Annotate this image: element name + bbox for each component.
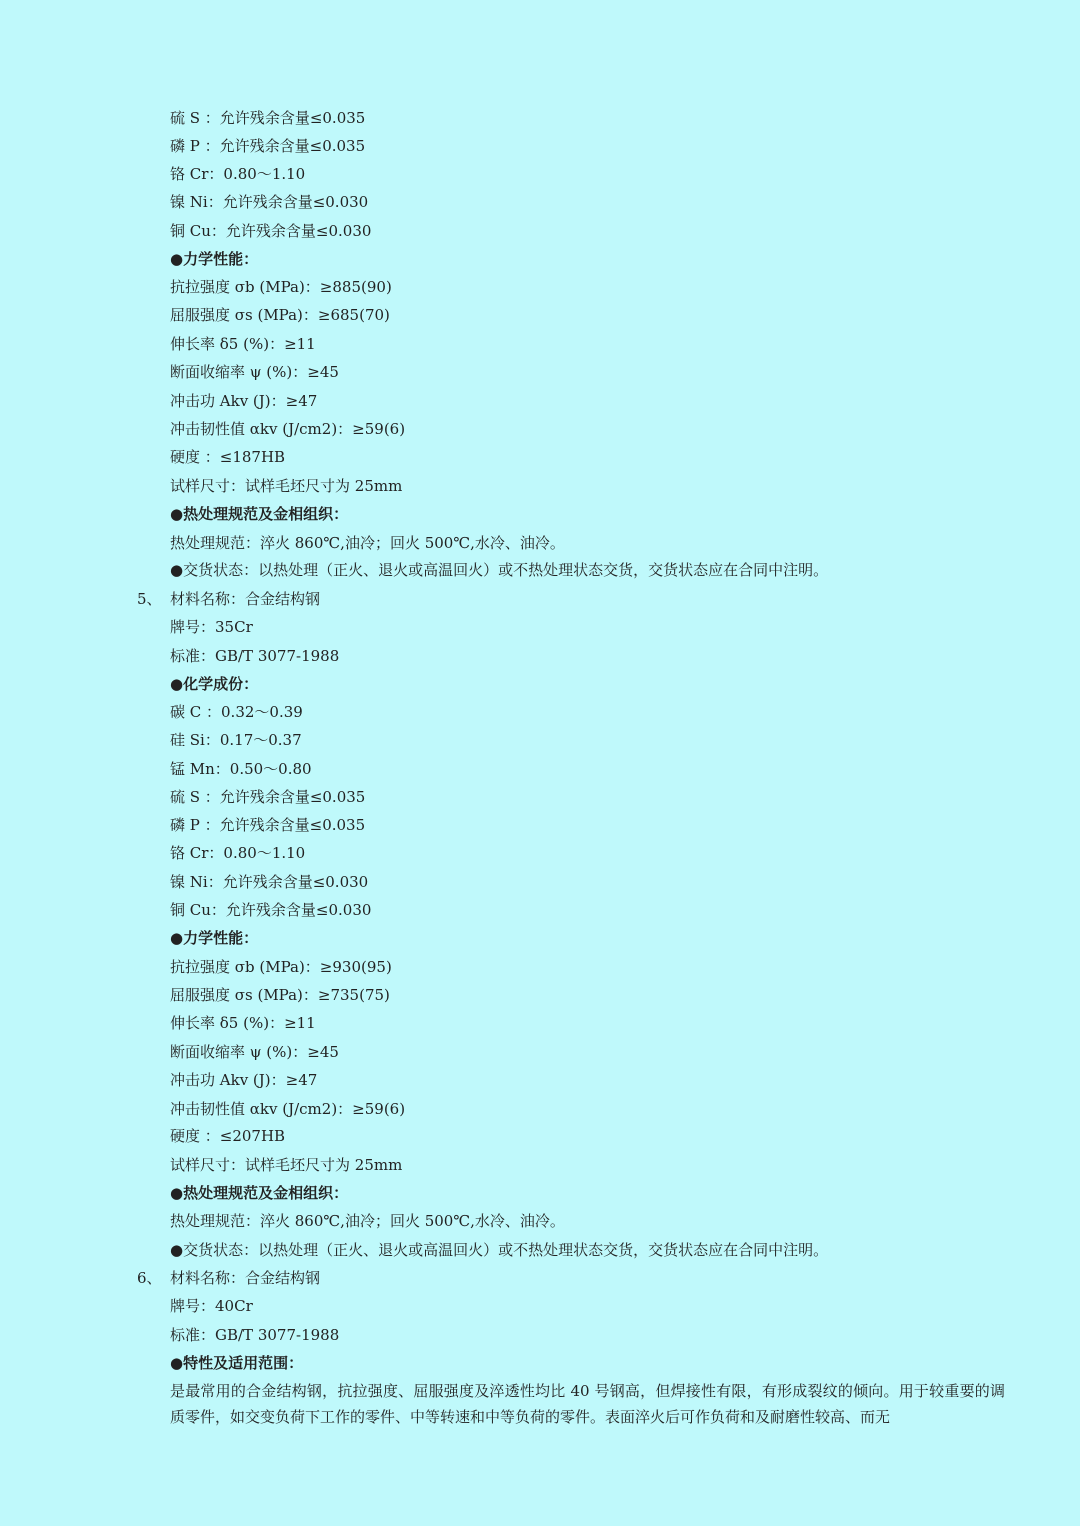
text-line: 硬度 ：≤187HB xyxy=(170,448,286,466)
text-line: 硫 S ：允许残余含量≤0.035 xyxy=(170,788,366,806)
text-line: 硫 S ：允许残余含量≤0.035 xyxy=(170,109,366,127)
text-line: 牌号：40Cr xyxy=(170,1297,253,1315)
text-line: ●交货状态：以热处理（正火、退火或高温回火）或不热处理状态交货，交货状态应在合同中注明。 xyxy=(170,561,829,579)
text-line: 镍 Ni：允许残余含量≤0.030 xyxy=(170,193,369,211)
text-line: 冲击韧性值 αkv (J/cm2)：≥59(6) xyxy=(170,420,406,438)
text-line: 锰 Mn：0.50～0.80 xyxy=(170,760,312,778)
text-line: 屈服强度 σs (MPa)：≥685(70) xyxy=(170,306,390,324)
item-number: 6、 xyxy=(137,1269,162,1287)
text-line: 铜 Cu：允许残余含量≤0.030 xyxy=(170,901,372,919)
text-line: 试样尺寸：试样毛坯尺寸为 25mm xyxy=(170,477,403,495)
section-heading: ●力学性能： xyxy=(170,929,259,947)
text-line: 屈服强度 σs (MPa)：≥735(75) xyxy=(170,986,390,1004)
section-heading: ●热处理规范及金相组织： xyxy=(170,1184,349,1202)
text-line: 试样尺寸：试样毛坯尺寸为 25mm xyxy=(170,1156,403,1174)
text-line: 硅 Si：0.17～0.37 xyxy=(170,731,302,749)
text-line: 断面收缩率 ψ (%)：≥45 xyxy=(170,363,339,381)
text-line: 碳 C ：0.32～0.39 xyxy=(170,703,303,721)
section-heading: ●热处理规范及金相组织： xyxy=(170,505,349,523)
text-line: 铬 Cr：0.80～1.10 xyxy=(170,165,306,183)
text-line: 材料名称：合金结构钢 xyxy=(170,590,321,608)
text-line: 标准：GB/T 3077-1988 xyxy=(170,1326,340,1344)
section-heading: ●力学性能： xyxy=(170,250,259,268)
text-line: 硬度 ：≤207HB xyxy=(170,1127,286,1145)
text-line: 热处理规范：淬火 860℃,油冷；回火 500℃,水冷、油冷。 xyxy=(170,534,565,552)
text-line: 标准：GB/T 3077-1988 xyxy=(170,647,340,665)
text-line: 铬 Cr：0.80～1.10 xyxy=(170,844,306,862)
text-line: 磷 P ：允许残余含量≤0.035 xyxy=(170,137,366,155)
text-line: 抗拉强度 σb (MPa)：≥885(90) xyxy=(170,278,392,296)
body-paragraph: 是最常用的合金结构钢，抗拉强度、屈服强度及淬透性均比 40 号钢高，但焊接性有限，有形成裂纹的倾向。用于较重要的调质零件，如交变负荷下工作的零件、中等转速和中等负荷的零件。表面淬火后可作负荷和及耐磨性较高、而无 xyxy=(170,1382,1005,1426)
text-line: 冲击功 Akv (J)：≥47 xyxy=(170,392,318,410)
text-line: 热处理规范：淬火 860℃,油冷；回火 500℃,水冷、油冷。 xyxy=(170,1212,565,1230)
text-line: 伸长率 δ5 (%)：≥11 xyxy=(170,335,316,353)
text-line: 牌号：35Cr xyxy=(170,618,253,636)
section-heading: ●特性及适用范围： xyxy=(170,1354,304,1372)
item-number: 5、 xyxy=(137,590,162,608)
text-line: 冲击功 Akv (J)：≥47 xyxy=(170,1071,318,1089)
text-line: 抗拉强度 σb (MPa)：≥930(95) xyxy=(170,958,392,976)
text-line: 断面收缩率 ψ (%)：≥45 xyxy=(170,1043,339,1061)
text-line: 材料名称：合金结构钢 xyxy=(170,1269,321,1287)
section-heading: ●化学成份： xyxy=(170,675,259,693)
text-line: 伸长率 δ5 (%)：≥11 xyxy=(170,1014,316,1032)
text-line: 冲击韧性值 αkv (J/cm2)：≥59(6) xyxy=(170,1100,406,1118)
text-line: 铜 Cu：允许残余含量≤0.030 xyxy=(170,222,372,240)
text-line: ●交货状态：以热处理（正火、退火或高温回火）或不热处理状态交货，交货状态应在合同中注明。 xyxy=(170,1241,829,1259)
text-line: 磷 P ：允许残余含量≤0.035 xyxy=(170,816,366,834)
text-line: 镍 Ni：允许残余含量≤0.030 xyxy=(170,873,369,891)
